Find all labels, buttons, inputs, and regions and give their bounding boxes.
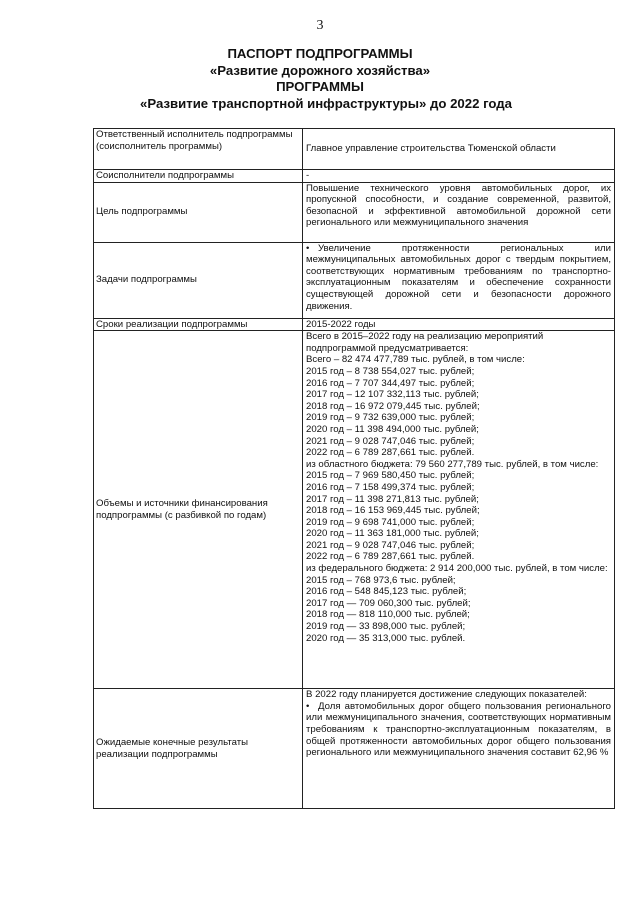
coexecutors-label: Соисполнители подпрограммы <box>94 170 303 183</box>
funding-federal-2020: 2020 год — 35 313,000 тыс. рублей. <box>306 632 466 644</box>
results-value-cell <box>303 689 615 809</box>
funding-regional-2016: 2016 год – 7 158 499,374 тыс. рублей; <box>306 481 475 493</box>
funding-regional-2020: 2020 год – 11 363 181,000 тыс. рублей; <box>306 528 479 540</box>
tasks-value: Увеличение протяженности региональных или межмуниципальных автомобильных дорог с твердым покрытием, соответствующих нормативным требованиям по транспортно-эксплуатационным показателям и обеспечение сохранности существующей дорожной сети и безопасности дорожного движения. <box>306 242 611 312</box>
funding-value <box>303 331 615 689</box>
funding-total-2021: 2021 год – 9 028 747,046 тыс. рублей; <box>306 435 475 447</box>
results-value: Доля автомобильных дорог общего пользования регионального или межмуниципального значения, соответствующих нормативным требованиям к транспортно-эксплуатационным показателям, в общей протяженности автомобильных дорог общего пользования регионального или межмуниципального значения составит 62,96 % <box>306 700 611 759</box>
title-line-1: ПАСПОРТ ПОДПРОГРАММЫ <box>227 46 413 61</box>
funding-regional-2019: 2019 год – 9 698 741,000 тыс. рублей; <box>306 516 475 528</box>
document-title <box>0 46 640 112</box>
funding-total: Всего – 82 474 477,789 тыс. рублей, в том числе: <box>306 354 525 366</box>
tasks-bullet: • <box>306 242 310 254</box>
terms-value: 2015-2022 годы <box>303 318 615 331</box>
goal-label: Цель подпрограммы <box>94 182 303 242</box>
funding-federal-2018: 2018 год — 818 110,000 тыс. рублей; <box>306 609 470 621</box>
funding-regional: из областного бюджета: 79 560 277,789 тыс. рублей, в том числе: <box>306 458 599 470</box>
funding-total-2022: 2022 год – 6 789 287,661 тыс. рублей. <box>306 447 475 459</box>
funding-regional-2022: 2022 год – 6 789 287,661 тыс. рублей. <box>306 551 475 563</box>
funding-federal: из федерального бюджета: 2 914 200,000 тыс. рублей, в том числе: <box>306 563 608 575</box>
row-executor <box>94 129 615 170</box>
row-funding <box>94 331 615 689</box>
tasks-label: Задачи подпрограммы <box>94 242 303 318</box>
funding-federal-2019: 2019 год — 33 898,000 тыс. рублей; <box>306 621 466 633</box>
funding-regional-2018: 2018 год – 16 153 969,445 тыс. рублей; <box>306 505 480 517</box>
results-label: Ожидаемые конечные результаты реализации подпрограммы <box>94 689 303 809</box>
results-item <box>306 701 611 759</box>
funding-federal-2017: 2017 год — 709 060,300 тыс. рублей; <box>306 597 471 609</box>
funding-federal-2016: 2016 год – 548 845,123 тыс. рублей; <box>306 586 467 598</box>
row-terms <box>94 318 615 331</box>
row-coexecutors <box>94 170 615 183</box>
funding-total-2017: 2017 год – 12 107 332,113 тыс. рублей; <box>306 389 479 401</box>
funding-total-2018: 2018 год – 16 972 079,445 тыс. рублей; <box>306 400 480 412</box>
funding-federal-2015: 2015 год – 768 973,6 тыс. рублей; <box>306 574 456 586</box>
title-line-4: «Развитие транспортной инфраструктуры» до 2022 года <box>140 95 512 111</box>
terms-label: Сроки реализации подпрограммы <box>94 318 303 331</box>
executor-value: Главное управление строительства Тюменской области <box>303 129 615 170</box>
funding-total-2015: 2015 год – 8 738 554,027 тыс. рублей; <box>306 365 475 377</box>
funding-regional-2017: 2017 год – 11 398 271,813 тыс. рублей; <box>306 493 479 505</box>
passport-table <box>93 128 615 809</box>
title-line-3: ПРОГРАММЫ <box>276 79 364 94</box>
goal-value: Повышение технического уровня автомобильных дорог, их пропускной способности, и создание современной, развитой, безопасной и эффективной автомобильной дорожной сети регионального или межмуниципального значения <box>303 182 615 242</box>
row-goal <box>94 182 615 242</box>
tasks-value-cell <box>303 242 615 318</box>
funding-regional-2021: 2021 год – 9 028 747,046 тыс. рублей; <box>306 539 475 551</box>
executor-label: Ответственный исполнитель подпрограммы (соисполнитель программы) <box>94 129 303 170</box>
funding-intro: Всего в 2015–2022 году на реализацию мероприятий подпрограммой предусматривается: <box>306 331 544 354</box>
row-tasks <box>94 242 615 318</box>
results-bullet: • <box>306 700 310 712</box>
funding-label: Объемы и источники финансирования подпрограммы (с разбивкой по годам) <box>94 331 303 689</box>
coexecutors-value: - <box>303 170 615 183</box>
funding-total-2020: 2020 год – 11 398 494,000 тыс. рублей; <box>306 423 479 435</box>
funding-total-2019: 2019 год – 9 732 639,000 тыс. рублей; <box>306 412 475 424</box>
funding-regional-2015: 2015 год – 7 969 580,450 тыс. рублей; <box>306 470 475 482</box>
results-intro: В 2022 году планируется достижение следующих показателей: <box>306 689 587 701</box>
page-number: 3 <box>316 18 324 33</box>
funding-total-2016: 2016 год – 7 707 344,497 тыс. рублей; <box>306 377 475 389</box>
row-results <box>94 689 615 809</box>
title-line-2: «Развитие дорожного хозяйства» <box>209 62 431 78</box>
